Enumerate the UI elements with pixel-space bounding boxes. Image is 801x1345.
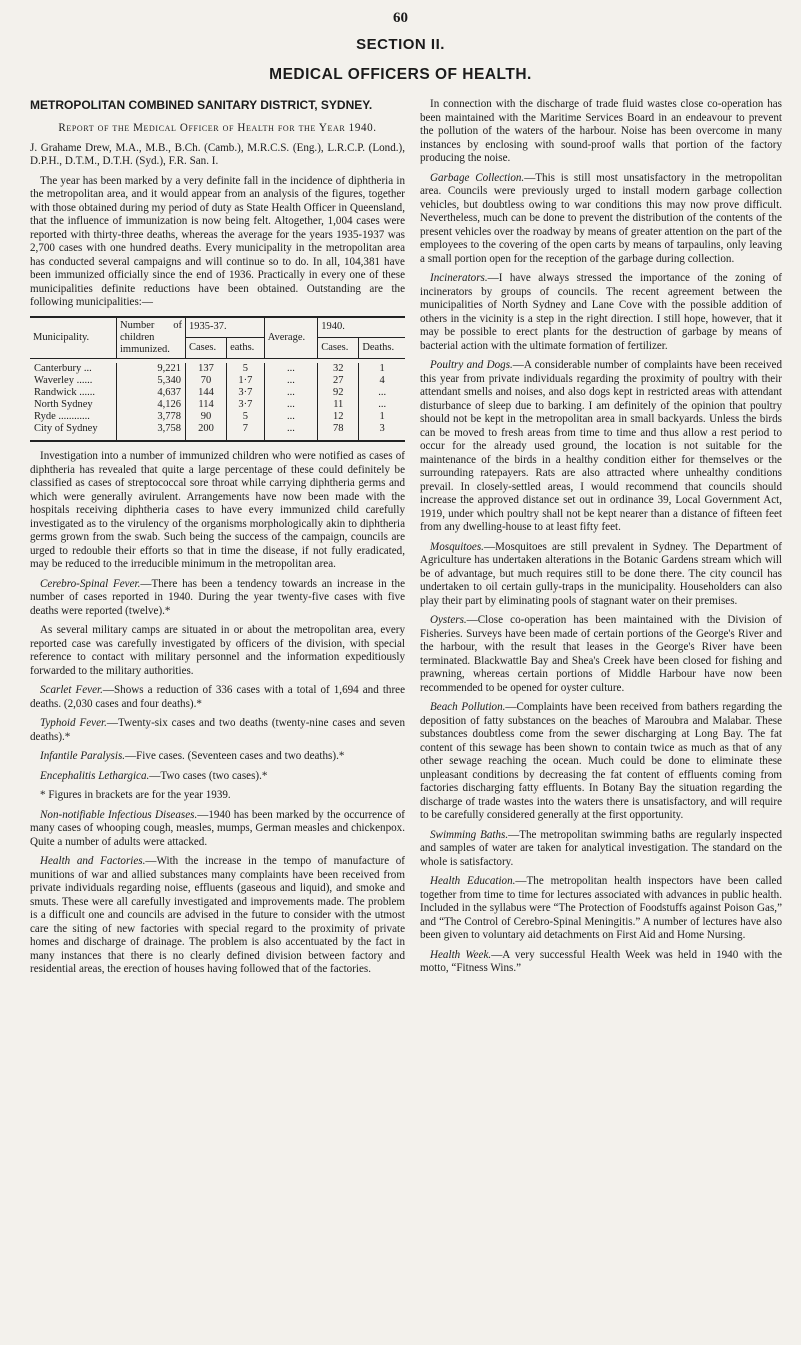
paragraph-text: —Close co-operation has been maintained with the Division of Fisheries. Surveys have been made of certain portions of the George's River and the harbour, with the result that leases in the George's River have been terminated. Blackwattle Bay and Shea's Creek have been closed for fishing and prawning, whereas certain portions of Middle Harbour have now been recommended to be opened for oyster culture. bbox=[420, 614, 782, 694]
paragraph-poultry bbox=[420, 359, 782, 535]
subheading: Mosquitoes. bbox=[430, 540, 484, 553]
paragraph-text: —Mosquitoes are still prevalent in Sydney. The Department of Agriculture has undertaken alterations in the Botanic Gardens stream which will be of advantage, but much requires still to be done there. The city council has undertaken to oil certain gully-traps in the municipality. Householders can also play their part by eliminating pools of stagnant water on their premises. bbox=[420, 540, 782, 607]
cell-cases: 137 bbox=[186, 363, 227, 375]
cell-deaths: 3·7 bbox=[227, 387, 265, 399]
paragraph-typhoid bbox=[30, 717, 405, 744]
subheading: Scarlet Fever. bbox=[40, 684, 103, 696]
section-title: SECTION II. bbox=[356, 36, 445, 53]
immunization-table bbox=[30, 316, 405, 443]
subheading: Beach Pollution. bbox=[430, 701, 506, 713]
paragraph-incinerators bbox=[420, 272, 782, 353]
paragraph-garbage bbox=[420, 172, 782, 267]
cell-cases-1940: 92 bbox=[318, 387, 359, 399]
table-row bbox=[30, 399, 405, 411]
table-row bbox=[30, 363, 405, 375]
paragraph-text: —1940 has been marked by the occurrence of many cases of whooping cough, measles, mumps, German measles and chickenpox. Quite a number of adults were attacked. bbox=[30, 808, 405, 848]
cell-immunized: 3,758 bbox=[117, 423, 186, 441]
page-number: 60 bbox=[393, 10, 408, 26]
th-municipality: Municipality. bbox=[30, 317, 117, 359]
cell-municipality: Waverley ...... bbox=[34, 375, 93, 386]
cell-deaths-1940: ... bbox=[359, 387, 405, 399]
subheading: Non-notifiable Infectious Diseases. bbox=[40, 808, 198, 821]
paragraph-text: —There has been a tendency towards an increase in the number of cases reported in 1940. During the year twenty-five cases with five deaths were reported (twelve).* bbox=[30, 577, 405, 617]
author-line: J. Grahame Drew, M.A., M.B., B.Ch. (Camb.), M.R.C.S. (Eng.), L.R.C.P. (Lond.), D.P.H., D.T.M., D.T.H. (Syd.), F.R. San. I. bbox=[30, 141, 405, 167]
paragraph-text: —The metropolitan health inspectors have been called together from time to time for lectures associated with advances in public health. Included in the syllabus were “The Protection of Foodstuffs against Poison Gas,” and “The Control of Cerebro-Spinal Meningitis.” A number of lectures have also been given to voluntary aid detachments on First Aid and Home Nursing. bbox=[420, 875, 783, 941]
paragraph-encephalitis bbox=[30, 770, 405, 784]
cell-deaths-1940: 3 bbox=[359, 423, 405, 441]
paragraph-mosquitoes bbox=[420, 541, 782, 609]
subheading: Health and Factories. bbox=[40, 855, 146, 867]
paragraph-health-factories bbox=[30, 855, 405, 977]
paragraph-oysters bbox=[420, 614, 782, 695]
subheading: Oysters. bbox=[430, 614, 467, 626]
cell-municipality: City of Sydney bbox=[30, 423, 117, 441]
paragraph-scarlet-fever bbox=[30, 684, 405, 711]
th-deaths: eaths. bbox=[227, 338, 265, 358]
district-heading: METROPOLITAN COMBINED SANITARY DISTRICT, SYDNEY. bbox=[30, 98, 373, 112]
paragraph-diphtheria: The year has been marked by a very definite fall in the incidence of diphtheria in the metropolitan area, and it would appear from an analysis of the figures, together with those obtained during my period of duty as State Health Officer in Queensland, that the influence of immunization is now being felt. Altogether, 1,004 cases were reported with thirty-three deaths, whereas the average for the years 1935-1937 was 2,700 cases with one hundred deaths. Every municipality in the metropolitan area has conducted several campaigns and will continue so to do. In all, 104,381 have been immunized officially since the end of 1936. Practically in every one of these municipalities definite reductions have been obtained. Outstanding are the following municipalities:— bbox=[30, 174, 405, 308]
paragraph-trade-wastes: In connection with the discharge of trade fluid wastes close co-operation has been maintained with the Maritime Services Board in an endeavour to prevent the pollution of the waters of the harbour. Noise has been overcome in many instances by enclosing with sound-proof walls that portion of the factory producing the noise. bbox=[420, 98, 782, 164]
paragraph-swimming-baths bbox=[420, 829, 782, 870]
cell-deaths-1940: ... bbox=[359, 399, 405, 411]
cell-municipality: Randwick ...... bbox=[34, 387, 95, 398]
paragraph-text: —Complaints have been received from bathers regarding the deposition of fatty substances on the beaches of Maroubra and Malabar. These substances doubtless come from the sewer discharging at Long Bay. The fat content of this sewage has been shown to contain twice as much as that of any other sewage reaching the ocean. Much could be done to eliminate these unpleasant conditions by decreasing the fat content of effluents coming from factories discharging fatty effluents. In Botany Bay the situation regarding the discharge of trade wastes into the waters there is unsatisfactory, and will require to be carefully considered generally at the first opportunity. bbox=[420, 701, 782, 821]
cell-cases: 200 bbox=[186, 423, 227, 441]
th-number-immunized: Number of children immunized. bbox=[117, 317, 186, 359]
subheading: Health Week. bbox=[430, 948, 492, 961]
cell-cases-1940: 32 bbox=[318, 363, 359, 375]
cell-cases-1940: 12 bbox=[318, 411, 359, 423]
paragraph-text: —A considerable number of complaints have been received this year from private individuals regarding the proximity of poultry with their attendant smells and noises, and also dogs kept in restricted areas with attendant disturbance of sleep due to barking. I am definitely of the opinion that poultry should not be kept in the metropolitan area in small backyards. Unless the birds can be moved to fresh areas from time to time and thus allow a rest period to occur for the already used ground, the location is not suitable for the maintenance of the birds in a healthy condition either for themselves or the surrounding ratepayers. Rats are also attracted where unhealthy conditions prevail. In closely-settled areas, I would recommend that councils should increase the approved distance set out in ordinance 39, Local Government Act, 1919, under which poultry shall not be kept nearer than a distance of fifteen feet from any dwelling-house to at least fifty feet. bbox=[420, 359, 782, 533]
th-average: Average. bbox=[264, 317, 318, 359]
cell-cases: 144 bbox=[186, 387, 227, 399]
subheading: Typhoid Fever. bbox=[40, 717, 107, 729]
right-column bbox=[420, 98, 782, 982]
cell-deaths-1940: 4 bbox=[359, 375, 405, 387]
th-period-1935-37: 1935-37. bbox=[186, 317, 265, 338]
subheading: Health Education. bbox=[430, 875, 516, 887]
paragraph-text: —A very successful Health Week was held in 1940 with the motto, “Fitness Wins.” bbox=[420, 948, 782, 974]
cell-cases-1940: 11 bbox=[318, 399, 359, 411]
paragraph-text: —Shows a reduction of 336 cases with a total of 1,694 and three deaths. (2,030 cases and four deaths).* bbox=[30, 684, 405, 710]
cell-deaths: 3·7 bbox=[227, 399, 265, 411]
subheading: Swimming Baths. bbox=[430, 828, 509, 841]
report-title: Report of the Medical Officer of Health for the Year 1940. bbox=[58, 122, 377, 134]
cell-average: ... bbox=[264, 387, 318, 399]
cell-average: ... bbox=[264, 399, 318, 411]
paragraph-text: —Twenty-six cases and two deaths (twenty-nine cases and seven deaths).* bbox=[30, 717, 405, 743]
cell-cases: 90 bbox=[186, 411, 227, 423]
cell-average: ... bbox=[264, 375, 318, 387]
th-cases-1940: Cases. bbox=[318, 338, 359, 358]
subheading: Garbage Collection. bbox=[430, 171, 525, 184]
paragraph-text: —With the increase in the tempo of manufacture of munitions of war and allied substances many complaints have been received from private individuals regarding noise, effluents (gaseous and liquid), and smoke and smuts. These were all carefully investigated and improvements made. The problem is a difficult one and councils are advised in the future to consider with the utmost care the siting of new factories with special regard to the proximity of private homes and discharge of drainage. The problem is also accentuated by the fact in many instances that there is no clearly defined division between factory and residential areas, the erection of houses having followed that of the factories. bbox=[30, 855, 405, 975]
paragraph-health-education bbox=[420, 875, 782, 943]
cell-cases-1940: 78 bbox=[318, 423, 359, 441]
paragraph-military-camps: As several military camps are situated in or about the metropolitan area, every reported case was carefully investigated by officers of the division, with special reference to contact with military personnel and the information expeditiously forwarded to the military authorities. bbox=[30, 624, 405, 677]
cell-municipality: Canterbury ... bbox=[34, 363, 92, 374]
cell-deaths: 7 bbox=[227, 423, 265, 441]
cell-municipality: North Sydney bbox=[34, 399, 93, 410]
footnote: * Figures in brackets are for the year 1939. bbox=[40, 789, 231, 801]
paragraph-beach-pollution bbox=[420, 701, 782, 823]
cell-deaths-1940: 1 bbox=[359, 411, 405, 423]
paragraph-text: —Two cases (two cases).* bbox=[149, 769, 268, 782]
th-cases: Cases. bbox=[186, 338, 227, 358]
table-row bbox=[30, 387, 405, 399]
cell-average: ... bbox=[264, 363, 318, 375]
paragraph-text: —Five cases. (Seventeen cases and two deaths).* bbox=[125, 750, 345, 762]
cell-deaths: 1·7 bbox=[227, 375, 265, 387]
cell-deaths: 5 bbox=[227, 363, 265, 375]
subheading: Infantile Paralysis. bbox=[40, 750, 126, 762]
paragraph-text: —I have always stressed the importance of the zoning of incinerators by groups of councils. The recent agreement between the municipalities of North Sydney and Lane Cove with the possible addition of others in the vicinity is a step in the right direction. I still hope, however, that it may be possible to erect plants for the destruction of garbage by means of bacterial action with the ultimate formation of fertilizer. bbox=[420, 272, 782, 352]
paragraph-text: —The metropolitan swimming baths are regularly inspected and samples of water are taken for analytical investigation. The standard on the whole is satisfactory. bbox=[420, 828, 782, 868]
cell-cases: 114 bbox=[186, 399, 227, 411]
cell-immunized: 3,778 bbox=[117, 411, 186, 423]
table-row bbox=[30, 375, 405, 387]
paragraph-text: —This is still most unsatisfactory in the metropolitan area. Councils were previously urged to install modern garbage collection vehicles, but doubtless owing to war conditions this may now prove difficult. Nevertheless, much can be done to prevent the distribution of the contents of the present vehicles over the roadway by means of greater attention on the part of the employees to the covering of the open carts by means of tarpaulins, only leaving a small portion open for the reception of the garbage during collection. bbox=[420, 171, 782, 265]
cell-cases-1940: 27 bbox=[318, 375, 359, 387]
subheading: Poultry and Dogs. bbox=[430, 359, 513, 371]
main-title: MEDICAL OFFICERS OF HEALTH. bbox=[269, 66, 532, 83]
th-deaths-1940: Deaths. bbox=[359, 338, 405, 358]
paragraph-cerebro-spinal bbox=[30, 578, 405, 619]
cell-immunized: 4,126 bbox=[117, 399, 186, 411]
paragraph-non-notifiable bbox=[30, 809, 405, 850]
cell-deaths-1940: 1 bbox=[359, 363, 405, 375]
table-row bbox=[30, 423, 405, 441]
cell-average: ... bbox=[264, 423, 318, 441]
subheading: Cerebro-Spinal Fever. bbox=[40, 577, 141, 590]
th-period-1940: 1940. bbox=[318, 317, 405, 338]
paragraph-health-week bbox=[420, 949, 782, 976]
cell-deaths: 5 bbox=[227, 411, 265, 423]
subheading: Incinerators. bbox=[430, 272, 488, 284]
cell-immunized: 4,637 bbox=[117, 387, 186, 399]
cell-cases: 70 bbox=[186, 375, 227, 387]
cell-average: ... bbox=[264, 411, 318, 423]
cell-immunized: 5,340 bbox=[117, 375, 186, 387]
cell-immunized: 9,221 bbox=[117, 363, 186, 375]
table-row bbox=[30, 411, 405, 423]
paragraph-infantile-paralysis bbox=[30, 750, 405, 764]
paragraph-investigation: Investigation into a number of immunized children who were notified as cases of diphtheria has revealed that quite a large percentage of these could definitely be classified as cases of streptococcal sore throat while carrying diphtheria germs and which were generally avirulent. Arrangements have now been made with the hospitals receiving diphtheria cases to have every immunized child carefully investigated as to the virulency of the organisms morphologically akin to diphtheria germs grown from the swab. Such being the success of the campaign, councils are urged to redouble their efforts so that in time the disease, if not fully eradicated, may be reduced to the irreducible minimum in the metropolitan area. bbox=[30, 450, 405, 570]
subheading: Encephalitis Lethargica. bbox=[40, 769, 150, 782]
cell-municipality: Ryde ............ bbox=[34, 411, 90, 422]
left-column bbox=[30, 98, 405, 983]
